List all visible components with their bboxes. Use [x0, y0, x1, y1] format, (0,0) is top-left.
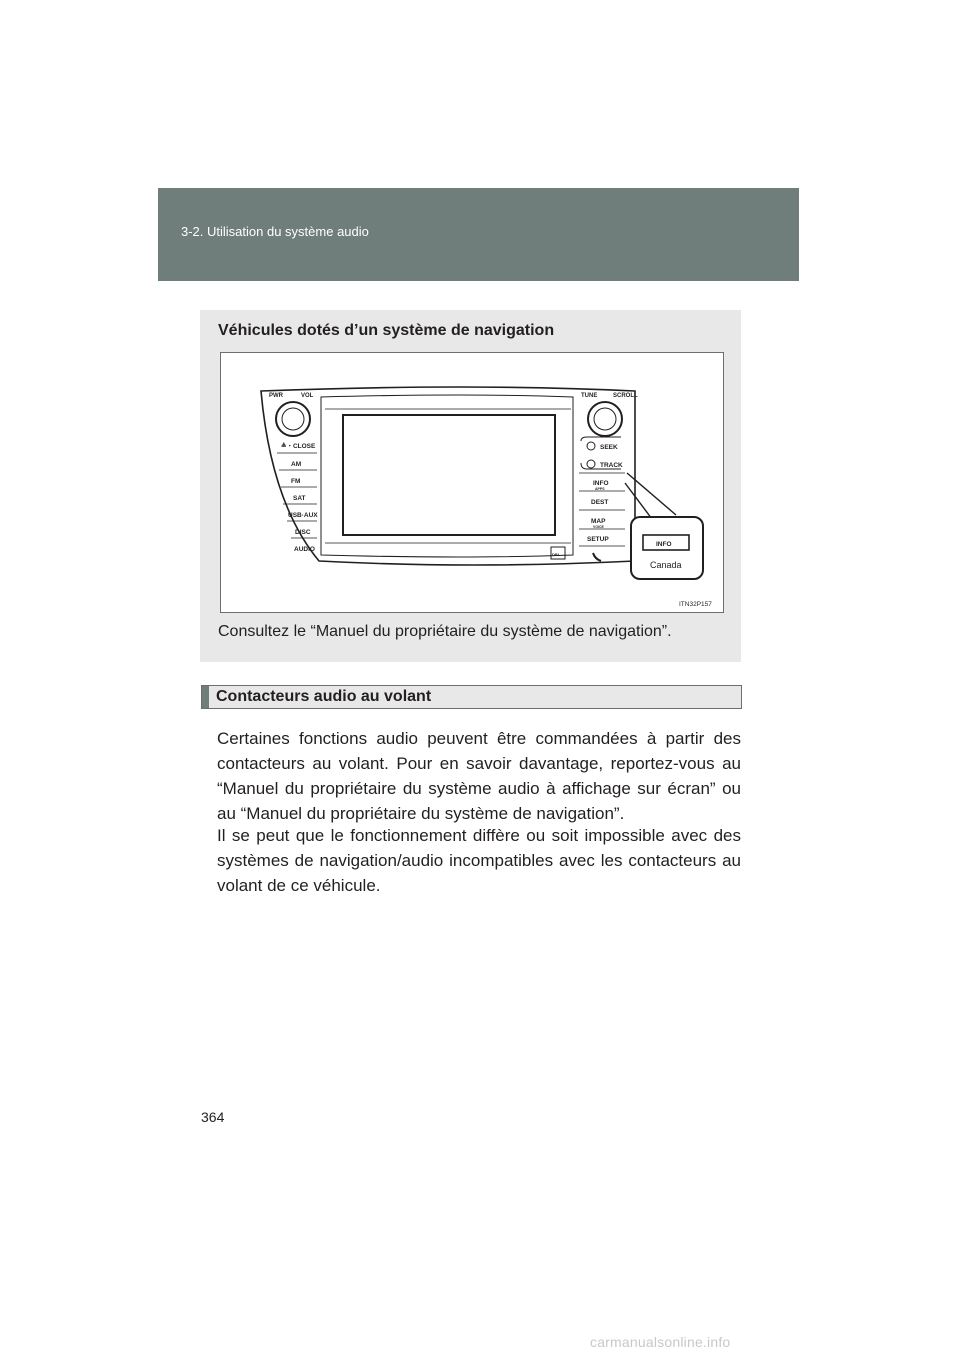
- paragraph-1: Certaines fonctions audio peuvent être commandées à partir des contacteurs au volant. Pour en savoir davantage, reportez-vous au “Manuel du propriétaire du système audio à affichage sur écran” ou au “Manuel du propriétaire du système de navigation”.: [217, 729, 741, 823]
- header-bar: [158, 188, 799, 281]
- button-audio: AUDIO: [294, 546, 315, 553]
- figure-id: ITN32P157: [679, 601, 712, 608]
- dbl-badge: DBL: [552, 552, 561, 557]
- page-number: 364: [201, 1109, 225, 1125]
- button-voice: VOICE: [593, 525, 604, 529]
- audio-unit-drawing: [221, 353, 723, 612]
- label-scroll: SCROLL: [613, 393, 638, 399]
- panel-title: Véhicules dotés d’un système de navigation: [218, 322, 555, 339]
- button-fm: FM: [291, 478, 301, 485]
- label-tune: TUNE: [581, 393, 598, 399]
- panel-note: Consultez le “Manuel du propriétaire du système de navigation”.: [218, 623, 672, 640]
- button-sat: SAT: [293, 495, 306, 502]
- button-usb-aux: USB·AUX: [288, 512, 318, 519]
- button-close: ≜・CLOSE: [281, 443, 316, 450]
- watermark: carmanualsonline.info: [590, 1334, 731, 1350]
- label-pwr: PWR: [269, 393, 283, 399]
- callout-info-label: INFO: [656, 541, 672, 548]
- tune-scroll-knob-inner: [594, 408, 616, 430]
- button-apps: APPS: [595, 487, 605, 491]
- button-track: TRACK: [600, 462, 623, 469]
- button-setup: SETUP: [587, 536, 609, 543]
- breadcrumb: 3-2. Utilisation du système audio: [181, 224, 369, 239]
- audio-unit-illustration: [220, 352, 724, 613]
- button-dest: DEST: [591, 499, 609, 506]
- section-heading-text: Contacteurs audio au volant: [216, 688, 432, 705]
- button-seek: SEEK: [600, 444, 618, 451]
- button-am: AM: [291, 461, 302, 468]
- paragraph-2: Il se peut que le fonctionnement diffère ou soit impossible avec des systèmes de navigation/audio incompatibles avec les contacteurs au volant de ce véhicule.: [217, 826, 741, 895]
- button-disc: DISC: [295, 529, 311, 536]
- pwr-vol-knob-inner: [282, 408, 304, 430]
- section-heading-bar: [202, 686, 209, 708]
- section-heading: [201, 685, 742, 709]
- button-map: MAP: [591, 518, 606, 525]
- navigation-info-panel: [200, 310, 741, 662]
- callout-caption: Canada: [650, 560, 682, 570]
- display-screen: [343, 415, 555, 535]
- label-vol: VOL: [301, 393, 314, 399]
- button-info: INFO: [593, 480, 609, 487]
